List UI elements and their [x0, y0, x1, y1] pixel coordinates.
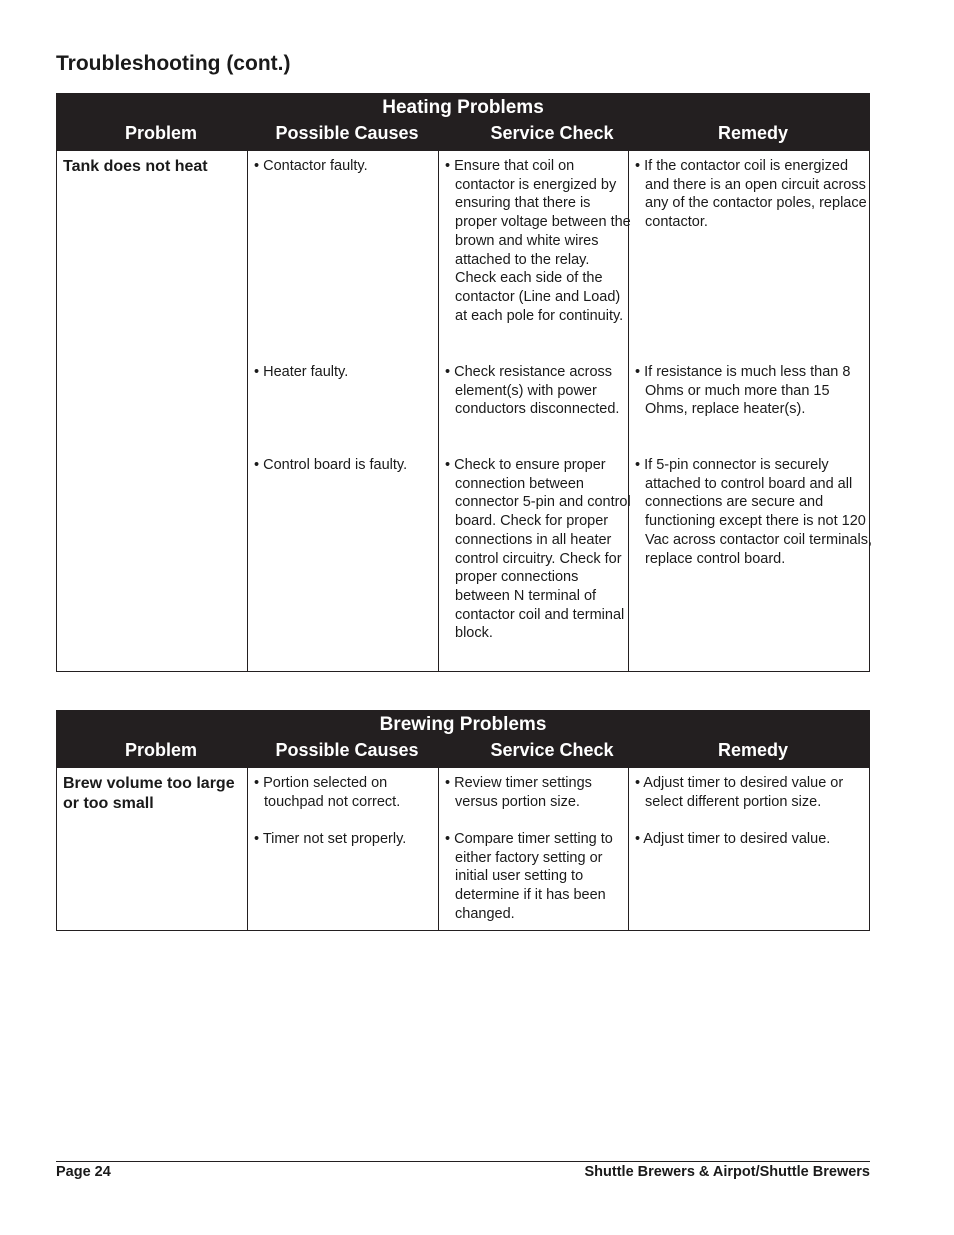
column-header-remedy: Remedy — [717, 123, 789, 143]
column-header-possible-causes: Possible Causes — [275, 740, 419, 760]
table-body — [57, 768, 869, 930]
column-header-service-check: Service Check — [490, 123, 614, 143]
remedy-item: • If 5-pin connector is securely attached to control board and all connections are secure and functioning except there is not 120 Vac across contactor coil terminals, replace control board. — [635, 457, 872, 567]
service-check-item: • Ensure that coil on contactor is energized by ensuring that there is proper voltage between the brown and white wires attached to the relay. Check each side of the contactor (Line and Load) at each pole for continuity. — [445, 158, 631, 324]
column-header-service-check: Service Check — [490, 740, 614, 760]
remedy-item: • Adjust timer to desired value. — [635, 831, 831, 847]
cause-item: • Heater faulty. — [254, 364, 349, 380]
table-header — [57, 711, 869, 768]
column-header-remedy: Remedy — [717, 740, 789, 760]
problem-label: Brew volume too large or too small — [63, 775, 235, 812]
service-check-item: • Compare timer setting to either factory setting or initial user setting to determine if it has been changed. — [445, 831, 613, 922]
remedy-column — [629, 151, 872, 671]
footer-divider — [56, 1161, 870, 1162]
service-check-item: • Check resistance across element(s) with power conductors disconnected. — [445, 364, 620, 418]
service-check-item: • Review timer settings versus portion size. — [445, 775, 592, 810]
remedy-item: • If resistance is much less than 8 Ohms or much more than 15 Ohms, replace heater(s). — [635, 364, 851, 418]
remedy-column — [629, 768, 869, 930]
remedy-item: • Adjust timer to desired value or select different portion size. — [635, 775, 844, 810]
table-title: Heating Problems — [382, 97, 544, 118]
page-title: Troubleshooting (cont.) — [56, 52, 291, 75]
column-header-problem: Problem — [124, 740, 198, 760]
remedy-item: • If the contactor coil is energized and there is an open circuit across any of the contactor poles, replace contactor. — [635, 158, 867, 231]
causes-column — [248, 768, 439, 930]
problem-column — [57, 768, 248, 930]
table-body — [57, 151, 872, 671]
column-header-problem: Problem — [124, 123, 198, 143]
cause-item: • Contactor faulty. — [254, 158, 368, 174]
table-header — [57, 94, 869, 151]
column-header-possible-causes: Possible Causes — [275, 123, 419, 143]
brewing-problems-table — [56, 710, 870, 931]
document-title: Shuttle Brewers & Airpot/Shuttle Brewers — [584, 1164, 870, 1180]
service-check-item: • Check to ensure proper connection between connector 5-pin and control board. Check for proper connections in all heater control circuitry. Check for proper connections between N terminal of contactor coil and terminal block. — [445, 457, 631, 642]
page-number: Page 24 — [56, 1164, 111, 1180]
heating-problems-table — [56, 93, 870, 672]
problem-label: Tank does not heat — [63, 158, 208, 175]
cause-item: • Portion selected on touchpad not correct. — [254, 775, 401, 810]
problem-column — [57, 151, 248, 671]
service-check-column — [439, 151, 629, 671]
table-title: Brewing Problems — [379, 714, 547, 735]
cause-item: • Control board is faulty. — [254, 457, 408, 473]
causes-column — [248, 151, 439, 671]
cause-item: • Timer not set properly. — [254, 831, 407, 847]
service-check-column — [439, 768, 629, 930]
